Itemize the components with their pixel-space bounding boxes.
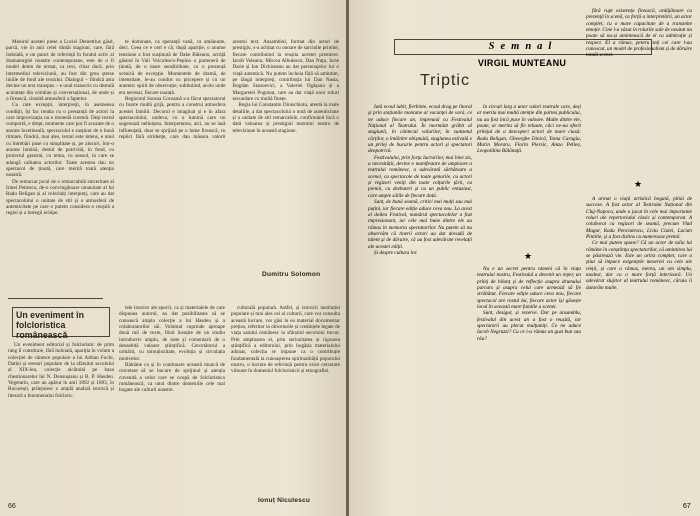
- paragraph: Un eveniment editorial și folcloristic de prim rang îl constituie, fără îndoială, apariția în volum a colecției de cântece populare a lui Adrian Fochi, Datini și eresuri populare de la sfârșitul secolului al XIX-lea, colecție alcătuită pe baza chestionarelor lui N. Densușianu și B. P. Hasdeu. Vegetariu, care au apărut în anii 1892 și 1893, în București, prilejuiesc o amplă analiză istorică și literară a fenomenului folcloric.: [8, 342, 114, 399]
- right-col-2b: [477, 266, 581, 498]
- left-bottom-col-1: [8, 342, 114, 502]
- section-star-icon: ★: [634, 180, 643, 190]
- paragraph: Ce mai putem spune? Că un actor de talia lui rămâne în conștiința spectatorilor, că amintirea lui se păstrează vie. Este un artist complet, care a știut să împace exigențele meseriei cu cele ale vieții, și care a rămas, mereu, un om simplu, modest, dar cu o mare forță interioară. Un adevărat slujitor al teatrului românesc, căruia îi datorăm multe.: [586, 240, 692, 291]
- paragraph: Rămâne ca și în continuare această muncă de cercetare să se bucure de sprijinul și atenția cuvenită a celor care se ocupă de folcloristica românească, ca unul dintre domeniile cele mai bogate ale culturii noastre.: [119, 362, 225, 394]
- paragraph: Festivalului, prin forța lucrurilor, mai bine zis, a necesității, devine o manifestare de amploare a teatrului românesc, o adevărată sărbătoare a scenei, cu spectacole de toate genurile, cu actori și regizori veniți din toate colțurile țării, cu premii, cu dezbateri și cu un public entuziast, care umple sălile de fiecare dată.: [368, 154, 472, 199]
- paragraph: în circuit larg a unor valori teatrale care, deși ar merita mai multă atenție din partea publicului, nu au fost încă puse în valoare. Multe dintre ele, poate, ar merita să fie reluate, căci ne-au oferit prilejul de a descoperi actori de mare clasă: Radu Beligan, Gheorghe Dinică, Toma Caragiu, Marin Moraru, Florin Piersic, Amza Pellea, Leopoldina Bălănuță.: [477, 104, 581, 155]
- paragraph: te dominate, ca speranță vană, ca amănunte, deci. Ceea ce e cert e că, după apariție, o anume tensiune a fost susținută de Dake Băleanu, actriță găsind în Vali Voiculescu-Pepino o parteneră de ținută, de o mare sensibilitate, cu o prezență scenică de excepție. Momentele de dramă, de intensitate, le-au condus cu pricepere și cu un autentic spirit de observație, subliniind, acolo unde era necesar, fiecare nuanță.: [119, 39, 226, 96]
- section-star-icon: ★: [524, 252, 533, 262]
- left-bottom-col-2: [119, 305, 225, 505]
- paragraph: Cu rare excepții, interpreții, în asemenea condiții, își fac treaba cu o prestanță de actori la care improvizația nu e monedă curentă. Deși textul comportă, e drept, momente care pot fi acuzate de o anume încetineală, spectacolul e susținut de o bună ritmare, fiindcă, mai ales, textul este intens, e unul cu întrebări puse cu simplitate și, pe alocuri, într-o anume lumină, destul de potrivită, în fond, cu proiectul general, cu tema, cu sensul, la care se adaugă calitatea actorilor. Toate acestea dau un spectacol de ținută, care merită toată atenția noastră.: [6, 102, 114, 179]
- paragraph: Nu e un secret pentru nimeni că în viața teatrului nostru, Festivalul a devenit un reper, un prilej de bilanț și de reflecție asupra drumului parcurs și asupra celui care urmează să fie străbătut. Fiecare ediție aduce ceva nou, fiecare spectacol are rostul lui, fiecare actor își găsește locul în această mare familie a scenei.: [477, 266, 581, 311]
- author-signature: Dumitru Solomon: [262, 271, 321, 278]
- paragraph: tele istorice ale epocii, ca și materialele de care dispunea autorul, au dat posibilitatea să se cunoască ampla colecție a lui Hasdeu și a colaboratorilor săi. Volumul cuprinde aproape două mii de texte, fiind însoțite de un studiu introductiv amplu, de note și comentarii de o deosebită valoare științifică. Cercetătorul a urmărit, cu minuțiozitate, evoluția și circulația motivelor.: [119, 305, 225, 362]
- right-col-3a: [586, 8, 692, 178]
- paragraph: Regia lui Constantin Dinischiotu, atentă la toate detaliile, a dat spectacolului o notă de autenticitate și o unitate de stil remarcabile, confirmând încă o dată valoarea și prestigiul teatrului nostru de televiziune în această stagiune.: [232, 102, 339, 134]
- page-number: 67: [683, 503, 691, 510]
- article-title: Un eveniment în folcloristica românească: [16, 310, 84, 340]
- article-title-box: [12, 307, 110, 340]
- paragraph: A urmat o viață artistică bogată, plină de succese. A fost actor al Teatrului Național din Cluj-Napoca, unde a jucat în cele mai importante roluri ale repertoriului clasic și contemporan. A colaborat cu regizori de seamă, precum Vlad Mugur, Radu Penciulescu, Liviu Ciulei, Lucian Pintilie, și a fost distins cu numeroase premii.: [586, 196, 692, 241]
- article-title: Triptic: [420, 72, 470, 89]
- paragraph: fără rupt existența firească, ardăjătoare ca prezență în scenă, ca forță a interpretării, un actor complet, cu o mare capacitate de a transmite emoție. Cine l-a văzut în rolurile sale de neuitat nu poate să nu-și amintească de el cu admirație și respect. El a rămas, pentru toți cei care l-au cunoscut, un model de profesionalism și de dăruire totală scenei.: [586, 8, 692, 59]
- section-title: Semnal: [488, 41, 558, 52]
- article-author: VIRGIL MUNTEANU: [477, 58, 567, 68]
- left-page: [0, 0, 346, 516]
- paragraph: Menirul acestei piese a Luciei Demetrius găsit, parcă, vie în anii celei dintâi stagiuni, care, fără îndoială, e un punct de referință în fondul activ al dramaturgiei noastre contemporane, este de o fi model demn de urmat, ca text, chiar dacă, prin intermediul televiziunii, au fost din greu șterse liniile de fond ale textului. Dialogul – fiindcă asta devine un text transpus – e unul transcris cu destulă acuratețe din cotidian și conversațional, de unde și o firească, cinstită atmosferă a faptelor.: [6, 39, 114, 103]
- divider: [8, 298, 103, 299]
- right-col-2a: [477, 104, 581, 249]
- paragraph: Sunt, desigur, și rezerve. Dar pe ansamblu, festivalul din acest an a fost o reușită, iar spectatorii au plecat mulțumiți. Ce ne aduce Iacob Negruzzi? Cu ce i-a rămas un gust bun sau rău?: [477, 310, 581, 342]
- right-col-1: [368, 104, 472, 499]
- left-bottom-col-3: [231, 305, 340, 495]
- left-col-2: [119, 39, 339, 265]
- paragraph: Iată ecoul iubit, fierbinte, ecoul drag pe litoral și prin stațiunile montane al vacanței de vară, ce ne aduce fiecare an, împreună cu Festivalul Național al Teatrului. În mormânt grăbit al stagiunii, în cântecul valurilor, în zumzetul cărților, o întâlnire obișnuită, stagiunea estivală e un prilej de bucurie pentru actori și spectatori deopotrivă.: [368, 104, 472, 155]
- paragraph: Sunt, de bună seamă, critici mai mulți sau mai puțini, iar fiecare ediție aduce ceva nou. La acest al doilea Festival, numărul spectacolelor a fost impresionant, iar cele mai bune dintre ele au rămas în memoria spectatorilor. Nu putem să nu observăm că tinerii actori au dat dovadă de talent și de dăruire, că au fost adevărate revelații ale acestei ediții.: [368, 199, 472, 250]
- paragraph: Și despre cultura lor.: [374, 249, 418, 256]
- paragraph: culturală populară. Astfel, și istoricii instituției populare și mai ales cei ai culturii, care vor consulta această lucrare, vor găsi în ea material documentar prețios, referitor la obiceiurile și credințele legate de viața satului românesc la sfârșitul secolului trecut. Prin amploarea ei, prin seriozitatea și rigoarea științifică a editorului, prin bogăția materialului adunat, colecția se impune ca o contribuție fundamentală la cunoașterea spiritualității poporului nostru, o lucrare de referință pentru orice cercetare viitoare în domeniul folcloristicii și etnografiei.: [231, 305, 340, 375]
- paragraph: Regizorul Sorana Coroamă s-a făcut spectatorul cu foarte multă grijă, pentru a construi atmosfera acestei familii. Decorul e imaginat și e în afara spectacolului, undeva, cu o lumină care nu sugerează neliniștea. Interpretarea, aici, nu se lasă influențată, doar se sprijină pe o lume firească, cu replici fără stridențe, care dau măsura valorii acestui text. Ansamblul, format din actori de prestigiu, s-a achitat cu onoare de sarcinile primite, fiecare contribuind la reușita acestei premiere. Iacob Veleanu, Mircea Albulescu, Dan Nuțu, Iurie Darie și Ion Dichiseanu au dat personajelor lor o viață autentică. Nu putem încheia fără să amintim, pe lângă interpreți, contribuția lui Dan Nasta, Bogdan Stanoevici, a Valeriei Ogășanu și a Margaretei Pogonat, care au dat viață unor roluri secundare cu multă finețe.: [119, 39, 339, 141]
- paragraph: De remarcat jocul de o remarcabilă sinceritate al Irinei Petrescu, de-o convingătoare umanitate al lui Radu Beligan și al celorlalți interpreți, care au dat spectacolului o unitate de stil și o atmosferă de autenticitate pe care o putem considera o reușită a regiei și a întregii echipe.: [6, 178, 114, 217]
- right-col-3b: [586, 196, 692, 501]
- page-number: 66: [8, 503, 16, 510]
- author-signature: Ionuț Niculescu: [258, 497, 311, 504]
